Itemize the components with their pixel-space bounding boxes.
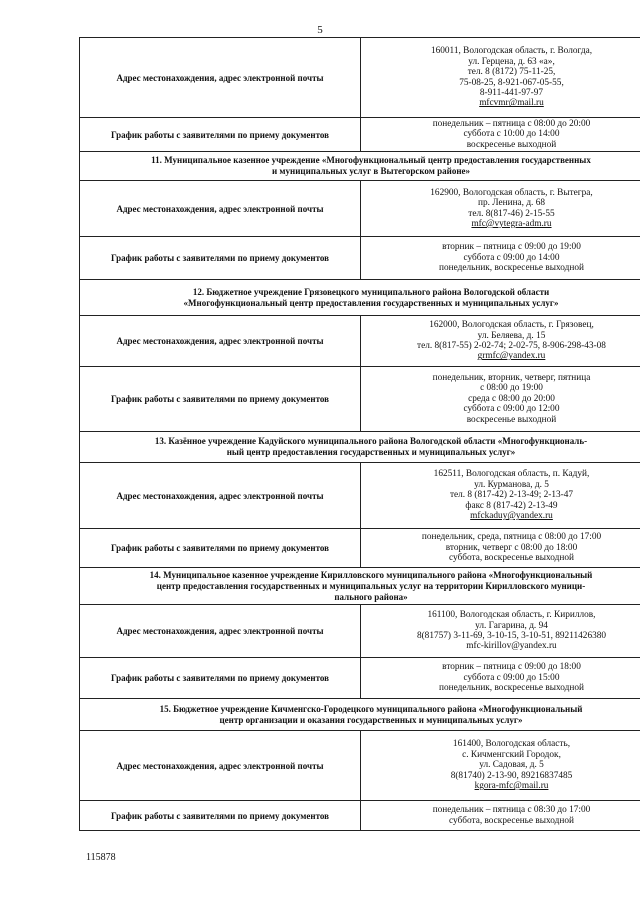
value-line: вторник – пятница с 09:00 до 18:00 [442, 662, 581, 673]
field-label: Адрес местонахождения, адрес электронной почты [80, 731, 361, 801]
value-line: пр. Ленина, д. 68 [477, 198, 546, 209]
table-row [80, 658, 640, 699]
value-line: суббота с 10:00 до 14:00 [463, 129, 560, 140]
field-value [361, 118, 640, 152]
section-header-line: центр организации и оказания государственных и муниципальных услуг» [219, 714, 523, 725]
email-text: mfckaduy@yandex.ru [470, 511, 553, 522]
field-label: График работы с заявителями по приему документов [80, 237, 361, 280]
field-label: Адрес местонахождения, адрес электронной почты [80, 463, 361, 529]
field-value [361, 731, 640, 801]
value-line: с. Кичменгский Городок, [462, 749, 561, 760]
field-value [361, 463, 640, 529]
value-line: понедельник, вторник, четверг, пятница [432, 372, 591, 383]
value-line: 161100, Вологодская область, г. Кириллов, [427, 610, 596, 621]
value-line: с 08:00 до 19:00 [480, 383, 543, 394]
value-line: ул. Садовая, д. 5 [479, 760, 544, 771]
table-row [80, 801, 640, 831]
table-row [80, 181, 640, 237]
value-line: понедельник, воскресенье выходной [439, 683, 584, 694]
table-row [80, 367, 640, 432]
section-header-row [80, 280, 640, 316]
email-text: grmfc@yandex.ru [477, 351, 546, 362]
field-label: Адрес местонахождения, адрес электронной почты [80, 181, 361, 237]
value-line: суббота, воскресенье выходной [449, 815, 574, 826]
section-header-line: «Многофункциональный центр предоставления государственных и муниципальных услуг» [183, 297, 559, 308]
value-line: 161400, Вологодская область, [452, 739, 571, 750]
value-line: 75-08-25, 8-921-067-05-55, [459, 77, 564, 88]
value-line: воскресенье выходной [466, 139, 557, 150]
section-header-line: ный центр предоставления государственных и муниципальных услуг» [226, 447, 516, 457]
value-line: 162900, Вологодская область, г. Вытегра, [430, 187, 593, 198]
field-label: Адрес местонахождения, адрес электронной почты [80, 316, 361, 367]
table-row [80, 38, 640, 118]
section-header-line: центр предоставления государственных и муниципальных услуг на территории Кирилловского муници- [156, 580, 586, 591]
table-row [80, 237, 640, 280]
section-header-line: 13. Казённое учреждение Кадуйского муниципального района Вологодской области «Многофункциональ- [154, 436, 588, 446]
email-text: mfc@vytegra-adm.ru [471, 218, 552, 229]
section-header [80, 432, 640, 463]
value-line: факс 8 (817-42) 2-13-49 [465, 500, 558, 511]
value-line: суббота с 09:00 до 15:00 [463, 672, 560, 683]
value-line: 162511, Вологодская область, п. Кадуй, [433, 469, 590, 480]
field-label: График работы с заявителями по приему документов [80, 529, 361, 568]
value-line: тел. 8(817-46) 2-15-55 [468, 208, 555, 219]
value-line: понедельник – пятница с 08:00 до 20:00 [432, 118, 591, 129]
field-value [361, 181, 640, 237]
field-value [361, 529, 640, 568]
email-text: mfcvmr@mail.ru [479, 98, 544, 109]
value-line: среда с 08:00 до 20:00 [468, 393, 555, 404]
section-header [80, 152, 640, 181]
table-row [80, 605, 640, 658]
table-row [80, 731, 640, 801]
value-line: воскресенье выходной [466, 414, 557, 425]
value-line: mfc-kirillov@yandex.ru [466, 641, 557, 652]
value-line: вторник, четверг с 08:00 до 18:00 [445, 542, 578, 553]
section-header-row [80, 152, 640, 181]
section-header-line: 15. Бюджетное учреждение Кичменгско-Городецкого муниципального района «Многофункциональный [159, 703, 583, 714]
value-line: тел. 8 (8172) 75-11-25, [467, 67, 556, 78]
value-line: суббота, воскресенье выходной [449, 553, 574, 564]
section-header-line: пального района» [334, 591, 408, 602]
value-line: понедельник – пятница с 08:30 до 17:00 [432, 805, 591, 816]
value-line: 160011, Вологодская область, г. Вологда, [430, 46, 593, 57]
page-number: 5 [317, 24, 323, 36]
field-label: График работы с заявителями по приему документов [80, 367, 361, 432]
value-line: 162000, Вологодская область, г. Грязовец, [429, 320, 594, 331]
section-header [80, 568, 640, 605]
field-value [361, 605, 640, 658]
email-text: kgora-mfc@mail.ru [474, 781, 549, 792]
section-header-row [80, 432, 640, 463]
field-value [361, 316, 640, 367]
table-row [80, 463, 640, 529]
section-header [80, 280, 640, 316]
section-header [80, 699, 640, 731]
field-value [361, 237, 640, 280]
section-header-line: 12. Бюджетное учреждение Грязовецкого муниципального района Вологодской области [192, 286, 550, 297]
field-label: График работы с заявителями по приему документов [80, 658, 361, 699]
value-line: тел. 8(817-55) 2-02-74; 2-02-75, 8-906-298-43-08 [417, 341, 606, 351]
field-value [361, 801, 640, 831]
section-header-line: и муниципальных услуг в Вытегорском районе» [271, 166, 470, 176]
field-label: Адрес местонахождения, адрес электронной почты [80, 38, 361, 118]
field-label: График работы с заявителями по приему документов [80, 801, 361, 831]
section-header-line: 14. Муниципальное казенное учреждение Кирилловского муниципального района «Многофункциональный [149, 569, 593, 580]
value-line: вторник – пятница с 09:00 до 19:00 [442, 242, 581, 253]
table-row [80, 529, 640, 568]
field-value [361, 38, 640, 118]
field-value [361, 367, 640, 432]
field-label: Адрес местонахождения, адрес электронной почты [80, 605, 361, 658]
value-line: тел. 8 (817-42) 2-13-49; 2-13-47 [449, 490, 574, 501]
value-line: ул. Гагарина, д. 94 [475, 620, 548, 631]
value-line: 8(81757) 3-11-69, 3-10-15, 3-10-51, 89211426380 [416, 631, 607, 641]
value-line: 8-911-441-97-97 [479, 87, 544, 98]
section-header-row [80, 699, 640, 731]
field-value [361, 658, 640, 699]
section-header-row [80, 568, 640, 605]
mfc-info-table [79, 37, 640, 831]
table-row [80, 118, 640, 152]
value-line: понедельник, среда, пятница с 08:00 до 17:00 [421, 532, 602, 543]
value-line: суббота с 09:00 до 14:00 [463, 252, 560, 263]
table-row [80, 316, 640, 367]
value-line: 8(81740) 2-13-90, 89216837485 [450, 770, 573, 781]
document-id: 115878 [86, 852, 116, 863]
value-line: суббота с 09:00 до 12:00 [463, 404, 560, 415]
section-header-line: 11. Муниципальное казенное учреждение «Многофункциональный центр предоставления государственных [151, 155, 591, 165]
value-line: ул. Курманова, д. 5 [474, 479, 549, 490]
value-line: понедельник, воскресенье выходной [439, 263, 584, 274]
field-label: График работы с заявителями по приему документов [80, 118, 361, 152]
value-line: ул. Герцена, д. 63 «а», [468, 56, 555, 67]
value-line: ул. Беляева, д. 15 [477, 330, 546, 341]
